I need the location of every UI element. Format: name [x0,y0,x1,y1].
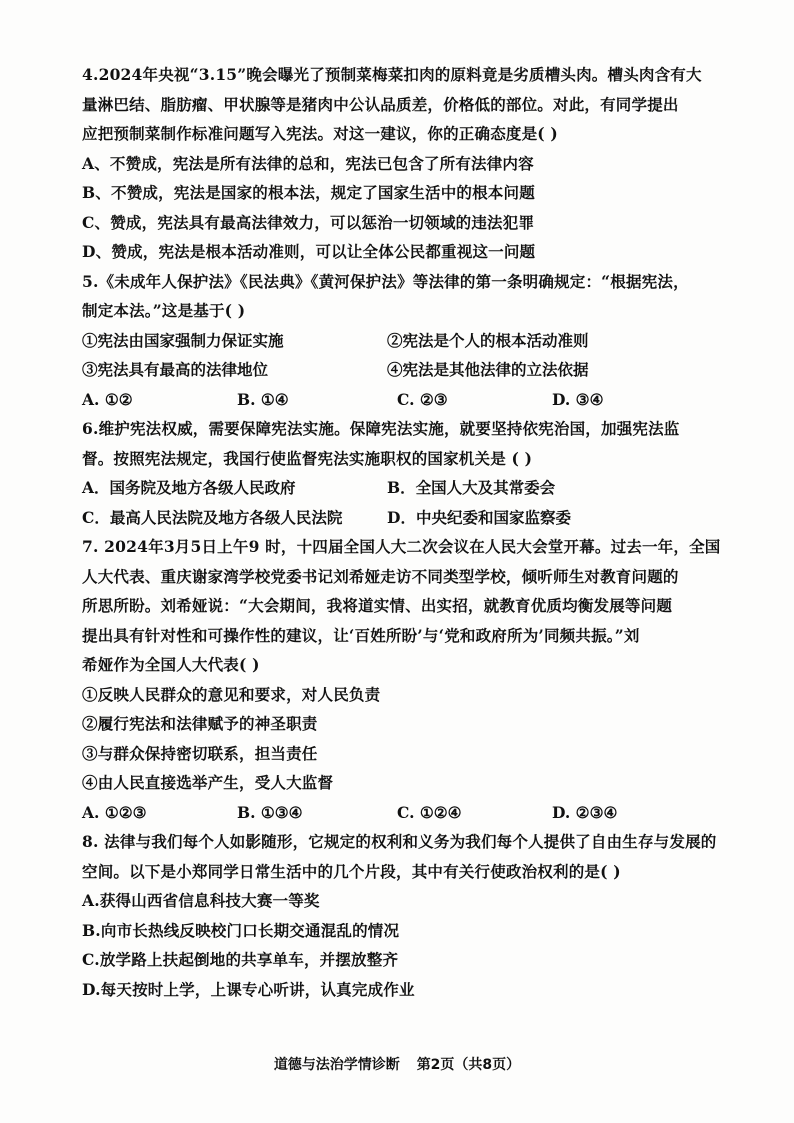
question-stem-line: 空间。以下是小郑同学日常生活中的几个片段，其中有关行使政治权利的是( ) [82,861,621,881]
question-5 [82,267,712,415]
statement-2: ②履行宪法和法律赋予的神圣职责 [82,714,318,733]
option-a: A、不赞成，宪法是所有法律的总和，宪法已包含了所有法律内容 [82,153,534,173]
options-row [82,473,712,503]
question-stem-line: 制定本法。”这是基于( ) [82,301,246,320]
question-stem-line: 7. 2024年3月5日上午9 时，十四届全国人大二次会议在人民大会堂开幕。过去一年，全国 [82,537,721,556]
question-stem-line: 所思所盼。刘希娅说：“大会期间，我将道实情、出实招，就教育优质均衡发展等问题 [82,596,673,615]
question-stem-line: 应把预制菜制作标准问题写入宪法。对这一建议，你的正确态度是( ) [82,124,558,143]
question-stem-line: 8. 法律与我们每个人如影随形，它规定的权利和义务为我们每个人提供了自由生存与发展的 [82,832,717,851]
options-row [82,798,712,828]
option-b: B、不赞成，宪法是国家的根本法，规定了国家生活中的根本问题 [82,183,535,202]
statement-row [82,355,712,385]
option-b: B. ①④ [237,389,289,409]
question-8 [82,827,717,1004]
question-stem-line: 4.2024年央视“3.15”晚会曝光了预制菜梅菜扣肉的原料竟是劣质槽头肉。槽头肉含有大 [82,65,702,84]
statement-row [82,326,712,356]
question-6 [82,414,712,532]
statement-4: ④由人民直接选举产生，受人大监督 [82,773,334,792]
option-d: D. ③④ [552,389,604,409]
options-row [82,503,712,533]
statement-2: ②宪法是个人的根本活动准则 [387,330,589,350]
question-stem-line: 6.维护宪法权威，需要保障宪法实施。保障宪法实施，就要坚持依宪治国，加强宪法监 [82,419,680,438]
question-stem-line: 希娅作为全国人大代表( ) [82,655,260,674]
option-a: A．国务院及地方各级人民政府 [82,478,296,497]
statement-4: ④宪法是其他法律的立法依据 [387,360,589,379]
page-content [82,60,721,1004]
option-b: B．全国人大及其常委会 [387,478,556,497]
question-stem-line: 提出具有针对性和可操作性的建议，让‘百姓所盼’与‘党和政府所为’同频共振。”刘 [82,625,640,645]
option-a: A.获得山西省信息科技大赛一等奖 [82,891,320,910]
option-d: D、赞成，宪法是根本活动准则，可以让全体公民都重视这一问题 [82,242,536,261]
option-d: D．中央纪委和国家监察委 [387,507,571,527]
question-stem-line: 量淋巴结、脂肪瘤、甲状腺等是猪肉中公认品质差，价格低的部位。对此，有同学提出 [82,94,679,114]
options-row [82,385,712,415]
statement-1: ①宪法由国家强制力保证实施 [82,330,284,350]
question-7 [82,532,721,827]
option-d: D.每天按时上学，上课专心听讲，认真完成作业 [82,979,415,999]
option-b: B.向市长热线反映校门口长期交通混乱的情况 [82,920,400,940]
option-c: C.放学路上扶起倒地的共享单车，并摆放整齐 [82,950,399,969]
statement-3: ③宪法具有最高的法律地位 [82,360,269,379]
statement-1: ①反映人民群众的意见和要求，对人民负责 [82,684,381,704]
option-c: C. ①②④ [397,802,462,822]
statement-3: ③与群众保持密切联系，担当责任 [82,743,318,763]
option-a: A. ①②③ [82,802,147,822]
option-a: A. ①② [82,389,133,409]
question-stem-line: 人大代表、重庆谢家湾学校党委书记刘希娅走访不同类型学校，倾听师生对教育问题的 [82,566,679,586]
question-4 [82,60,712,267]
option-d: D. ②③④ [552,802,618,822]
option-c: C、赞成，宪法具有最高法律效力，可以惩治一切领域的违法犯罪 [82,212,535,232]
option-c: C. ②③ [397,389,448,409]
option-b: B. ①③④ [237,802,303,822]
footer-subject: 道德与法治学情诊断 [273,1057,400,1073]
question-stem-line: 督。按照宪法规定，我国行使监督宪法实施职权的国家机关是 ( ) [82,448,533,468]
option-c: C．最高人民法院及地方各级人民法院 [82,507,343,527]
footer-page-number: 第2页（共8页） [416,1057,521,1073]
page-footer [0,1054,794,1074]
question-stem-line: 5.《未成年人保护法》《民法典》《黄河保护法》等法律的第一条明确规定：“根据宪法， [82,271,689,291]
